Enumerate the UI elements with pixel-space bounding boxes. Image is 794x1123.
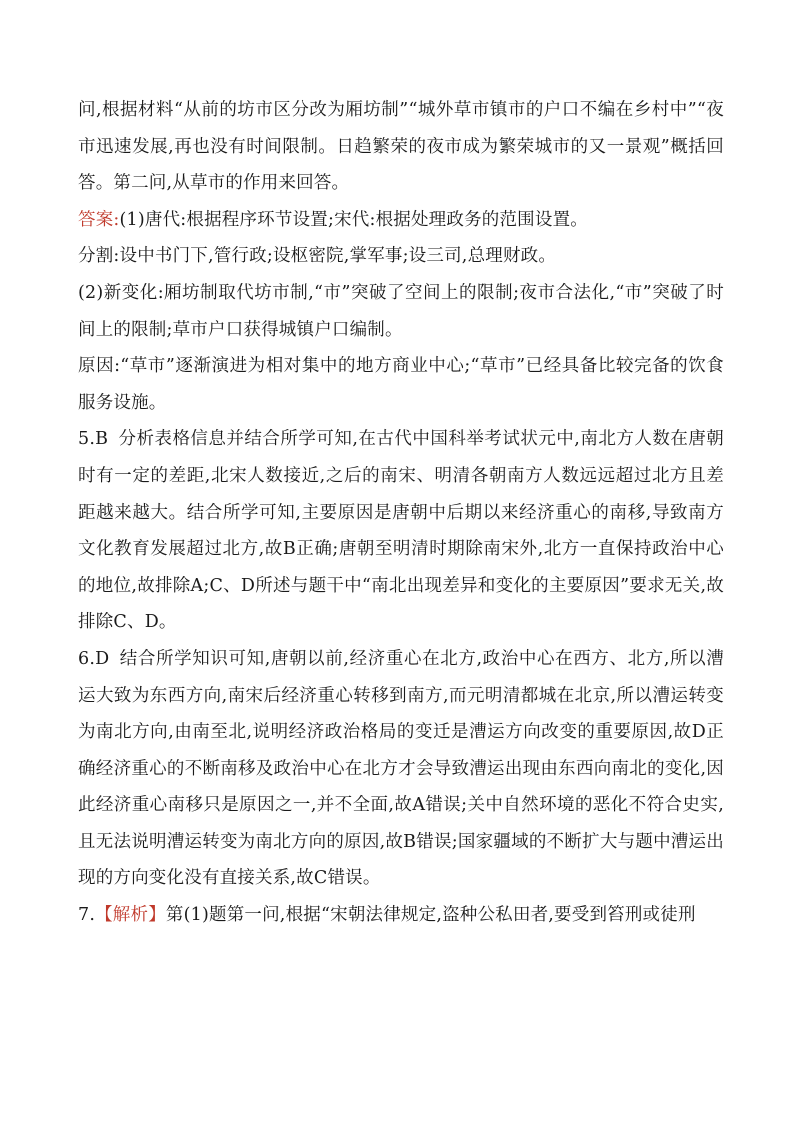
paragraph-analysis-continued: 问,根据材料“从前的坊市区分改为厢坊制”“城外草市镇市的户口不编在乡村中”“夜市迅速发展,再也没有时间限制。日趋繁荣的夜市成为繁荣城市的又一景观”概括回答。第二问,从草市的作用来回答。 (78, 100, 724, 194)
question-7-text: 第(1)题第一问,根据“宋朝法律规定,盗种公私田者,要受到笞刑或徒刑 (165, 905, 696, 926)
question-5-text: 分析表格信息并结合所学可知,在古代中国科举考试状元中,南北方人数在唐朝时有一定的差距,北宋人数接近,之后的南宋、明清各朝南方人数远远超过北方且差距越来越大。结合所学可知,主要原因是唐朝中后期以来经济重心的南移,导致南方文化教育发展超过北方,故B正确;唐朝至明清时期除南宋外,北方一直保持政治中心的地位,故排除A;C、D所述与题干中“南北出现差异和变化的主要原因”要求无关,故排除C、D。 (78, 429, 724, 633)
answer-text: (1)唐代:根据程序环节设置;宋代:根据处理政务的范围设置。 (119, 209, 588, 230)
answer-label: 答案: (78, 209, 120, 230)
question-6-text: 结合所学知识可知,唐朝以前,经济重心在北方,政治中心在西方、北方,所以漕运大致为东西方向,南宋后经济重心转移到南方,而元明清都城在北京,所以漕运转变为南北方向,由南至北,说明经济政治格局的变迁是漕运方向改变的重要原因,故D正确经济重心的不断南移及政治中心在北方才会导致漕运出现由东西向南北的变化,因此经济重心南移只是原因之一,并不全面,故A错误;关中自然环境的恶化不符合史实,且无法说明漕运转变为南北方向的原因,故B错误;国家疆域的不断扩大与题中漕运出现的方向变化没有直接关系,故C错误。 (78, 648, 724, 889)
paragraph-reasons: 原因:“草市”逐渐演进为相对集中的地方商业中心;“草市”已经具备比较完备的饮食服务设施。 (78, 356, 724, 413)
paragraph-new-changes: (2)新变化:厢坊制取代坊市制,“市”突破了空间上的限制;夜市合法化,“市”突破了时间上的限制;草市户口获得城镇户口编制。 (78, 282, 724, 340)
question-7-analysis-label: 【解析】 (95, 905, 166, 926)
paragraph-division: 分割:设中书门下,管行政;设枢密院,掌军事;设三司,总理财政。 (78, 246, 557, 267)
question-7-number: 7. (78, 905, 96, 926)
question-7-explanation (78, 897, 724, 934)
question-5-explanation (78, 421, 724, 641)
paragraph-answer (78, 202, 724, 239)
question-6-number: 6.D (78, 648, 110, 669)
question-6-explanation (78, 641, 724, 897)
question-5-number: 5.B (78, 429, 109, 450)
document-body (78, 92, 724, 934)
